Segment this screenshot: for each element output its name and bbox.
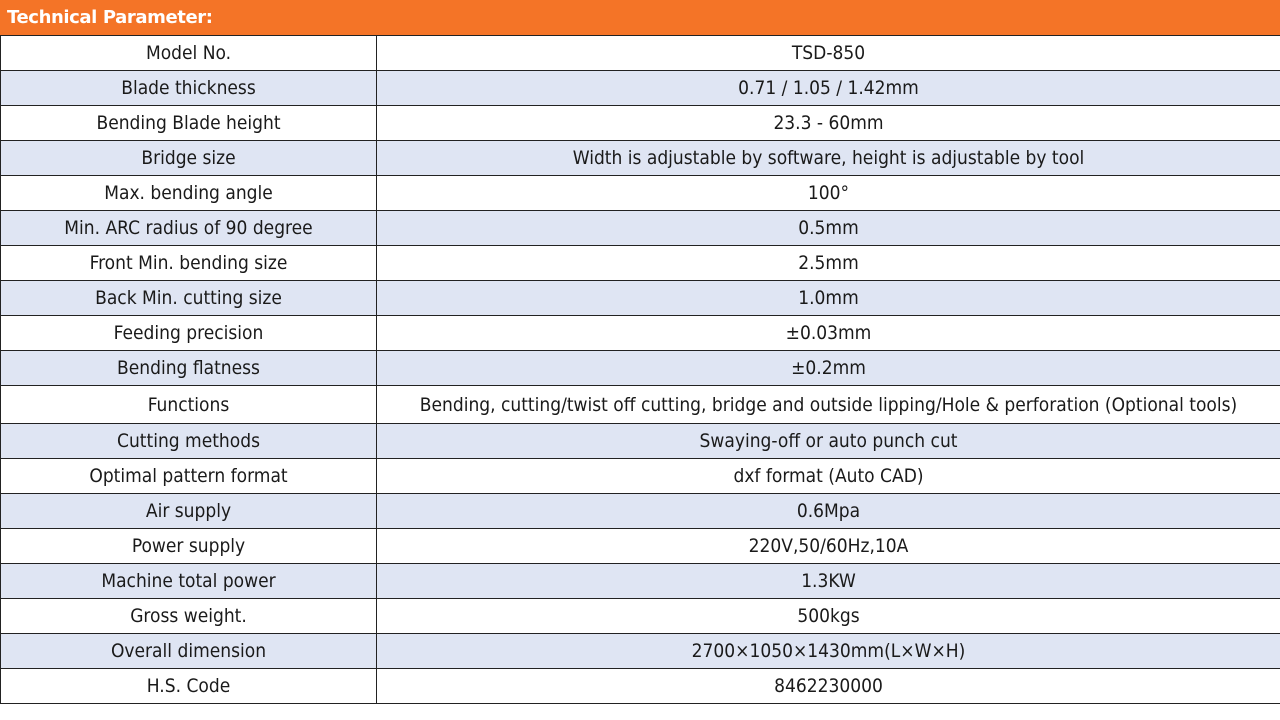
parameter-value: 8462230000 — [377, 669, 1280, 704]
table-row — [1, 71, 1280, 106]
table-row — [1, 494, 1280, 529]
parameter-value: 23.3 - 60mm — [377, 106, 1280, 141]
parameter-value: 2700×1050×1430mm(L×W×H) — [377, 634, 1280, 669]
parameter-label: Overall dimension — [1, 634, 377, 669]
parameter-label: Bending flatness — [1, 351, 377, 386]
table-row — [1, 281, 1280, 316]
parameter-value: ±0.03mm — [377, 316, 1280, 351]
parameter-label: Cutting methods — [1, 424, 377, 459]
table-row — [1, 634, 1280, 669]
parameter-label: Max. bending angle — [1, 176, 377, 211]
parameter-label: Bending Blade height — [1, 106, 377, 141]
table-row — [1, 529, 1280, 564]
table-row — [1, 424, 1280, 459]
parameter-value: 500kgs — [377, 599, 1280, 634]
parameter-label: Power supply — [1, 529, 377, 564]
table-row — [1, 106, 1280, 141]
table-row — [1, 246, 1280, 281]
parameter-label: Model No. — [1, 36, 377, 71]
parameter-label: Functions — [1, 386, 377, 424]
parameter-label: Air supply — [1, 494, 377, 529]
parameter-label: Blade thickness — [1, 71, 377, 106]
parameter-label: Back Min. cutting size — [1, 281, 377, 316]
table-row — [1, 351, 1280, 386]
parameter-label: Front Min. bending size — [1, 246, 377, 281]
parameter-value: Swaying-off or auto punch cut — [377, 424, 1280, 459]
table-row — [1, 316, 1280, 351]
parameter-table — [0, 35, 1280, 704]
parameter-label: Optimal pattern format — [1, 459, 377, 494]
table-row — [1, 141, 1280, 176]
parameter-label: Machine total power — [1, 564, 377, 599]
parameter-label: H.S. Code — [1, 669, 377, 704]
parameter-value: Width is adjustable by software, height is adjustable by tool — [377, 141, 1280, 176]
parameter-value: Bending, cutting/twist off cutting, bridge and outside lipping/Hole & perforation (Optional tools) — [377, 386, 1280, 424]
table-row — [1, 176, 1280, 211]
table-row — [1, 36, 1280, 71]
parameter-value: 0.6Mpa — [377, 494, 1280, 529]
parameter-value: 1.0mm — [377, 281, 1280, 316]
table-row — [1, 386, 1280, 424]
parameter-value: 1.3KW — [377, 564, 1280, 599]
table-row — [1, 599, 1280, 634]
parameter-label: Feeding precision — [1, 316, 377, 351]
parameter-value: 0.5mm — [377, 211, 1280, 246]
section-title: Technical Parameter: — [0, 0, 1280, 35]
table-row — [1, 459, 1280, 494]
parameter-value: TSD-850 — [377, 36, 1280, 71]
parameter-value: 220V,50/60Hz,10A — [377, 529, 1280, 564]
parameter-value: dxf format (Auto CAD) — [377, 459, 1280, 494]
parameter-value: 0.71 / 1.05 / 1.42mm — [377, 71, 1280, 106]
parameter-value: 2.5mm — [377, 246, 1280, 281]
table-row — [1, 564, 1280, 599]
table-row — [1, 211, 1280, 246]
parameter-label: Min. ARC radius of 90 degree — [1, 211, 377, 246]
parameter-value: ±0.2mm — [377, 351, 1280, 386]
parameter-value: 100° — [377, 176, 1280, 211]
table-row — [1, 669, 1280, 704]
parameter-label: Bridge size — [1, 141, 377, 176]
parameter-label: Gross weight. — [1, 599, 377, 634]
